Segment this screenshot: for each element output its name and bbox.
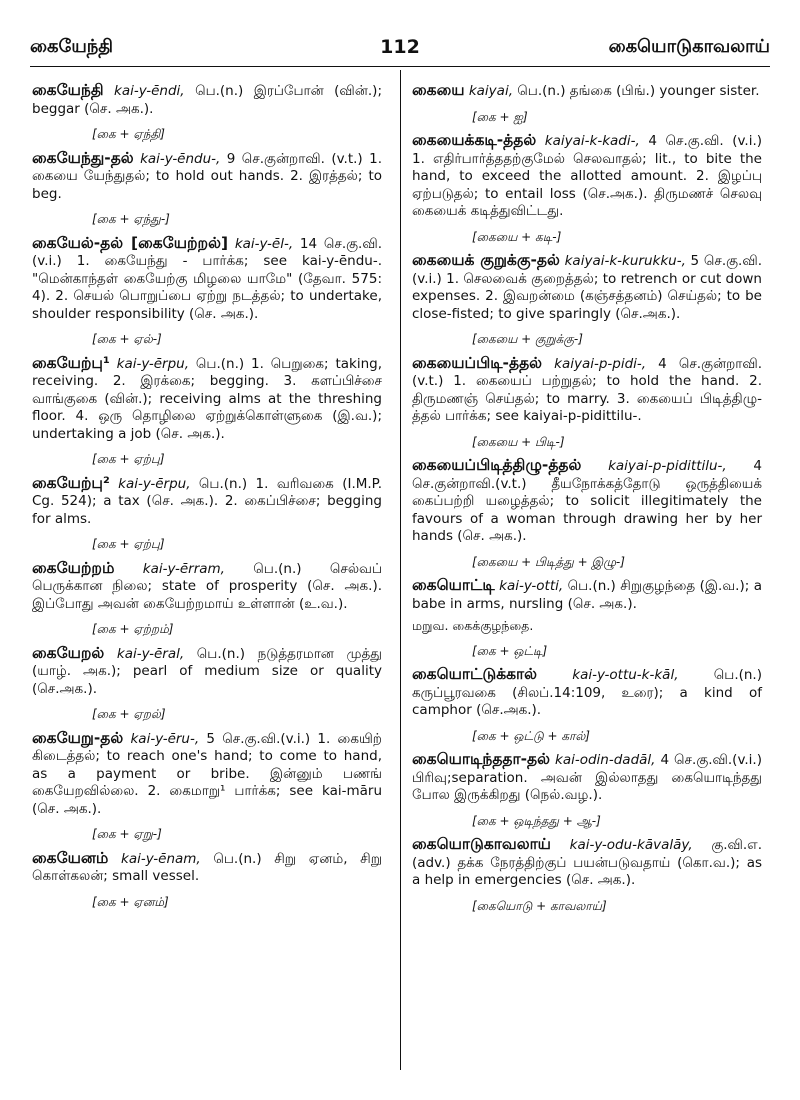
definition: 4 செ.கு.வி.(v.i.) பிரிவு;separation. அவன் இல்லாதது கையொடிந்தது போல இருக்கிறது (நெல்.வழ.). xyxy=(412,752,762,803)
etymology: [கையை + பிடித்து + இழு-] xyxy=(472,554,625,569)
transliteration: kai-y-ērram, xyxy=(142,560,225,577)
headword: கையேறல் xyxy=(32,643,105,662)
dictionary-entry xyxy=(412,666,762,745)
etymology: [கை + ஒட்டு + கால்] xyxy=(472,728,590,743)
transliteration: kaiyai-k-kurukku-, xyxy=(564,253,686,269)
transliteration: kai-y-ērpu, xyxy=(118,475,191,492)
headword: கையேற்றம் xyxy=(32,558,115,577)
dictionary-entry xyxy=(412,82,762,126)
headword: கையைக் குறுக்கு-தல் xyxy=(412,251,560,269)
dictionary-entry xyxy=(32,560,382,639)
definition: பெ.(n.) இரப்போன் (வின்.); beggar (செ. அக.). xyxy=(32,83,382,117)
transliteration: kai-y-ērpu, xyxy=(116,355,190,372)
definition: 4 செ.கு.வி. (v.i.) 1. எதிர்பார்த்ததற்குமேல் செலவாதல்; lit., to bite the hand, to exceed the allotted amount. 2. இழப்பு ஏற்படுதல்; to entail loss (செ.அக.). திருமணச் செலவு கையைக் கடித்துவிட்டது. xyxy=(412,133,763,219)
header-left-guide-word: கையேந்தி xyxy=(30,36,114,57)
etymology: [கையை + பிடி-] xyxy=(472,434,565,449)
etymology: [கையொடு + காவலாய்] xyxy=(472,898,607,913)
transliteration: kai-y-ēl-, xyxy=(234,235,294,252)
headword: கையேந்து-தல் xyxy=(32,148,134,167)
etymology: [கை + ஏற்பு] xyxy=(92,537,165,551)
transliteration: kaiyai, xyxy=(468,83,513,99)
transliteration: kai-y-odu-kāvalāy, xyxy=(569,837,693,853)
dictionary-entry xyxy=(32,645,382,724)
page-number: 112 xyxy=(380,36,420,58)
dictionary-entry xyxy=(32,355,382,469)
transliteration: kaiyai-k-kadi-, xyxy=(544,133,640,149)
etymology: [கை + ஒட்டி] xyxy=(472,643,548,658)
transliteration: kai-y-otti, xyxy=(499,578,564,594)
definition: பெ.(n.) கருப்பூரவகை (சிலப்.14:109, உரை); a kind of camphor (செ.அக.). xyxy=(412,667,762,718)
definition: 5 செ.கு.வி.(v.i.) 1. கையிற் கிடைத்தல்; to reach one's hand; to come to hand, as a payment or bribe. இன்னும் பணங் கையேறவில்லை. 2. கைமாறு¹ பார்க்க; see kai-māru (செ. அக.). xyxy=(32,730,382,817)
headword: கையேனம் xyxy=(32,848,109,867)
left-column xyxy=(32,82,382,917)
definition: 4 செ.குன்றாவி.(v.t.) தீயநோக்கத்தோடு ஒருத்தியைக் கைப்பற்றி யழைத்தல்; to solicit illegitimately the favours of a woman through drawing her by her hands (செ. அக.). xyxy=(412,458,762,544)
headword: கையைக்கடி-த்தல் xyxy=(412,131,537,149)
dictionary-entry xyxy=(412,577,762,660)
etymology: [கை + ஒடிந்தது + ஆ-] xyxy=(472,813,601,828)
definition: 4 செ.குன்றாவி. (v.t.) 1. கையைப் பற்றுதல்; to hold the hand. 2. திருமணஞ் செய்தல்; to marry. 3. கையைப் பிடித்திழு-த்தல் பார்க்க; see kaiyai-p-pidittilu-. xyxy=(412,355,762,424)
definition: பெ.(n.) நடுத்தரமான முத்து (யாழ். அக.); pearl of medium size or quality (செ.அக.). xyxy=(32,645,382,697)
etymology: [கையை + கடி-] xyxy=(472,229,562,244)
dictionary-entry xyxy=(412,355,762,452)
transliteration: kai-y-ēnam, xyxy=(121,850,201,867)
definition: 14 செ.கு.வி. (v.i.) 1. கையேந்து - பார்க்க; see kai-y-ēndu-. "மென்காந்தள் கையேற்கு மிழலை யாமே" (தேவா. 575: 4). 2. செயல் பொறுப்பை ஏற்று நடத்தல்; to undertake, shoulder responsibility (செ. அக.). xyxy=(32,235,382,322)
headword: கையைப்பிடித்திழு-த்தல் xyxy=(412,456,582,474)
etymology: [கை + ஏறல்] xyxy=(92,707,166,721)
header-rule xyxy=(30,66,770,67)
dictionary-entry xyxy=(32,850,382,912)
definition: பெ.(n.) 1. பெறுகை; taking, receiving. 2. இரக்கை; begging. 3. களப்பிச்சை வாங்குகை (வின்.); receiving alms at the threshing floor. 4. ஒரு தொழிலை ஏற்றுக்கொள்ளுகை (இ.வ.); undertaking a job (செ. அக.). xyxy=(32,355,382,442)
transliteration: kaiyai-p-pidi-, xyxy=(554,355,647,372)
headword: கையேற்பு² xyxy=(32,473,110,492)
etymology: [கை + ஐ] xyxy=(472,109,528,124)
dictionary-entry xyxy=(412,751,762,830)
etymology: [கை + ஏற்பு] xyxy=(92,452,165,466)
etymology: [கையை + குறுக்கு-] xyxy=(472,332,583,346)
transliteration: kai-y-ottu-k-kāl, xyxy=(572,667,679,683)
headword: கையைப்பிடி-த்தல் xyxy=(412,353,543,372)
transliteration: kai-odin-dadāl, xyxy=(555,752,656,768)
dictionary-entry xyxy=(412,836,762,915)
transliteration: kaiyai-p-pidittilu-, xyxy=(608,458,727,474)
header-right-guide-word: கையொடுகாவலாய் xyxy=(608,36,770,57)
transliteration: kai-y-ēral, xyxy=(116,645,185,662)
definition: 5 செ.கு.வி. (v.i.) 1. செலவைக் குறைத்தல்; to retrench or cut down expenses. 2. இவறன்மை (கஞ்சத்தனம்) செய்தல்; to be close-fisted; to give sparingly (செ.அக.). xyxy=(412,253,762,322)
right-column xyxy=(412,82,762,921)
etymology: [கை + ஏந்து-] xyxy=(92,212,170,226)
dictionary-entry xyxy=(412,252,762,349)
dictionary-entry xyxy=(32,235,382,349)
headword: கையொட்டி xyxy=(412,576,495,594)
dictionary-entry xyxy=(32,730,382,844)
column-divider xyxy=(400,70,401,1070)
transliteration: kai-y-ēndi, xyxy=(114,83,185,99)
etymology: [கை + ஏல்-] xyxy=(92,332,162,346)
headword: கையொட்டுக்கால் xyxy=(412,665,537,683)
dictionary-entry xyxy=(32,82,382,144)
page-header xyxy=(30,36,770,66)
headword: கையேல்-தல் [கையேற்றல்] xyxy=(32,233,229,252)
etymology: [கை + ஏனம்] xyxy=(92,894,169,909)
etymology: [கை + ஏறு-] xyxy=(92,827,162,841)
etymology: [கை + ஏற்றம்] xyxy=(92,622,174,636)
definition: பெ.(n.) செல்வப் பெருக்கான நிலை; state of prosperity (செ. அக.). இப்போது அவன் கையேற்றமாய் உள்ளான் (உ.வ.). xyxy=(32,560,382,612)
headword: கையேறு-தல் xyxy=(32,728,124,747)
definition: பெ.(n.) சிறுகுழந்தை (இ.வ.); a babe in arms, nursling (செ. அக.). xyxy=(412,578,763,612)
headword: கையேற்பு¹ xyxy=(32,353,110,372)
definition: பெ.(n.) சிறு ஏனம், சிறு கொள்கலன்; small vessel. xyxy=(32,850,382,884)
dictionary-entry xyxy=(32,150,382,229)
definition: பெ.(n.) தங்கை (பிங்.) younger sister. xyxy=(513,83,760,99)
headword: கையொடிந்ததா-தல் xyxy=(412,750,551,768)
synonym-note: மறுவ. கைக்குழந்தை. xyxy=(412,618,534,633)
definition: கு.வி.எ. (adv.) தக்க நேரத்திற்குப் பயன்படுவதாய் (கொ.வ.); as a help in emergencies (செ. அக.). xyxy=(412,837,762,888)
headword: கையொடுகாவலாய் xyxy=(412,835,551,853)
headword: கையேந்தி xyxy=(32,81,104,99)
definition: பெ.(n.) 1. வரிவகை (I.M.P. Cg. 524); a tax (செ. அக.). 2. கைப்பிச்சை; begging for alms. xyxy=(32,475,383,527)
etymology: [கை + ஏந்தி] xyxy=(92,127,165,141)
transliteration: kai-y-ēndu-, xyxy=(140,150,221,167)
dictionary-entry xyxy=(412,132,762,246)
transliteration: kai-y-ēru-, xyxy=(130,730,200,747)
dictionary-entry xyxy=(412,457,762,571)
dictionary-entry xyxy=(32,475,382,554)
definition: 9 செ.குன்றாவி. (v.t.) 1. கையை யேந்துதல்; to hold out hands. 2. இரத்தல்; to beg. xyxy=(32,150,382,202)
headword: கையை xyxy=(412,81,465,99)
